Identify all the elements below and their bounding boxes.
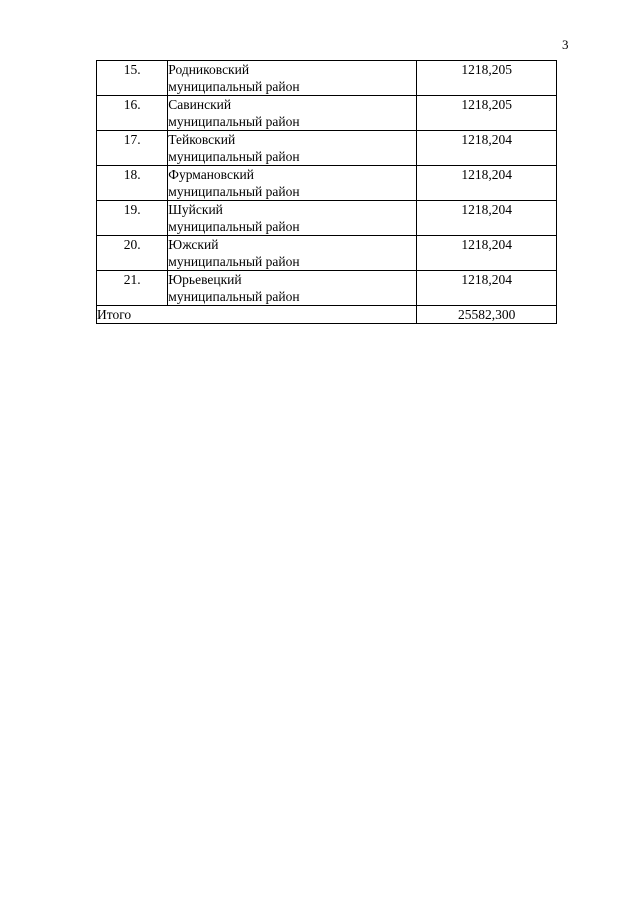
district-name-cell [168, 201, 417, 236]
amount-cell: 1218,204 [417, 131, 557, 166]
district-name-cell [168, 166, 417, 201]
row-number-cell: 18. [97, 166, 168, 201]
row-number-cell: 20. [97, 236, 168, 271]
row-number-cell: 16. [97, 96, 168, 131]
district-name-line-1: Юрьевецкий [168, 272, 242, 287]
district-name-line-2: муниципальный район [168, 289, 300, 304]
district-name-cell [168, 96, 417, 131]
amount-cell: 1218,204 [417, 201, 557, 236]
total-amount-cell: 25582,300 [417, 306, 557, 324]
district-name-cell [168, 61, 417, 96]
district-name-line-1: Шуйский [168, 202, 223, 217]
allocation-table-body [97, 61, 557, 324]
amount-cell: 1218,205 [417, 96, 557, 131]
total-label-cell: Итого [97, 306, 417, 324]
district-name-cell [168, 271, 417, 306]
row-number-cell: 21. [97, 271, 168, 306]
district-name-line-1: Тейковский [168, 132, 236, 147]
district-name-line-2: муниципальный район [168, 79, 300, 94]
allocation-table [96, 60, 557, 324]
district-name-line-1: Южский [168, 237, 219, 252]
table-row [97, 236, 557, 271]
district-name-line-1: Савинский [168, 97, 232, 112]
row-number-cell: 19. [97, 201, 168, 236]
amount-cell: 1218,204 [417, 166, 557, 201]
district-name-cell [168, 131, 417, 166]
row-number-cell: 17. [97, 131, 168, 166]
district-name-line-2: муниципальный район [168, 219, 300, 234]
district-name-cell [168, 236, 417, 271]
table-row [97, 201, 557, 236]
district-name-line-1: Фурмановский [168, 167, 254, 182]
table-row [97, 271, 557, 306]
district-name-line-2: муниципальный район [168, 114, 300, 129]
page-number: 3 [562, 37, 569, 52]
total-row [97, 306, 557, 324]
table-row [97, 131, 557, 166]
table-row [97, 96, 557, 131]
amount-cell: 1218,204 [417, 236, 557, 271]
district-name-line-2: муниципальный район [168, 149, 300, 164]
amount-cell: 1218,204 [417, 271, 557, 306]
row-number-cell: 15. [97, 61, 168, 96]
district-name-line-2: муниципальный район [168, 254, 300, 269]
amount-cell: 1218,205 [417, 61, 557, 96]
table-row [97, 61, 557, 96]
table-row [97, 166, 557, 201]
district-name-line-2: муниципальный район [168, 184, 300, 199]
district-name-line-1: Родниковский [168, 62, 250, 77]
